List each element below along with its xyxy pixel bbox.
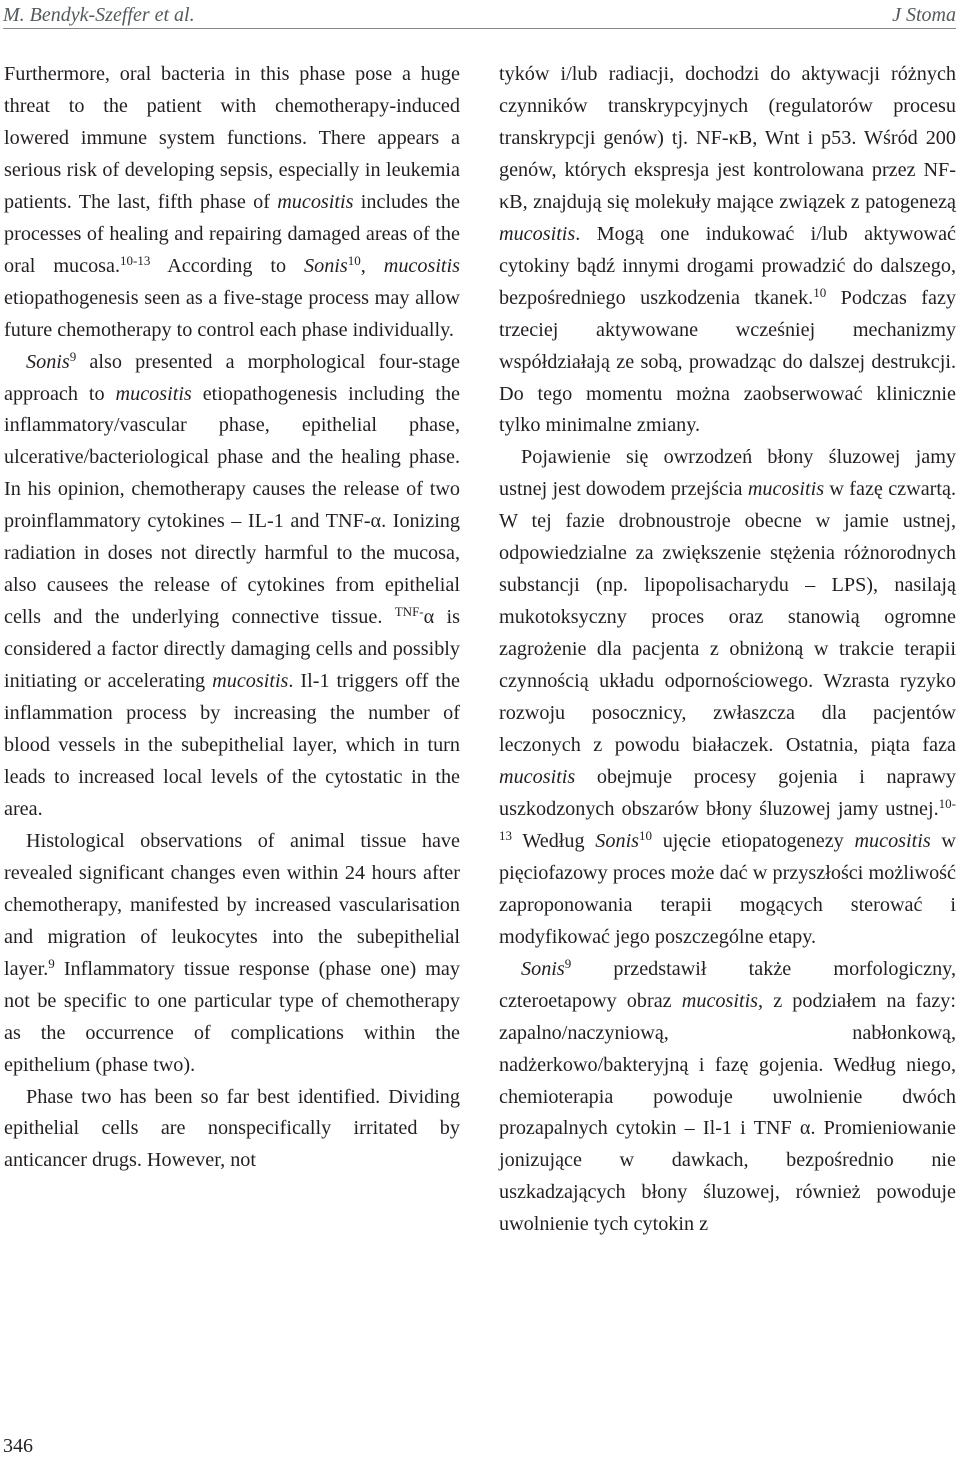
citation-superscript: 9 xyxy=(48,955,55,971)
citation-superscript: 10 xyxy=(813,284,827,300)
italic-term: mucositis xyxy=(212,670,289,693)
italic-author: Sonis xyxy=(521,957,565,980)
text-run: Według xyxy=(512,829,596,852)
citation-superscript: 10 xyxy=(639,827,653,843)
running-head-authors: M. Bendyk-Szeffer et al. xyxy=(3,4,195,26)
text-run: Podczas fazy trzeciej aktywowane wcześniej mechanizmy współdziałają ze sobą, prowadząc do dalszej destrukcji. Do tego momentu można zaobserwować klinicznie tylko minimalne zmiany. xyxy=(499,286,956,437)
text-run: . Il-1 triggers off the inflammation process by increasing the number of blood vessels in the subepithelial layer, which in turn leads to increased local levels of the cytostatic in the area. xyxy=(4,670,460,820)
italic-author: Sonis xyxy=(26,350,70,373)
italic-author: Sonis xyxy=(595,829,640,852)
text-run: , z podziałem na fazy: zapalno/naczyniową, nabłonkową, nadżerkowo/bakteryjną i fazę gojenia. Według niego, chemioterapia powoduje uwolnienie dwóch prozapalnych cytokin – Il-1 i TNF α. Promieniowanie jonizujące w dawkach, bezpośrednio nie uszkadzających błony śluzowej, również powoduje uwolnienie tych cytokin z xyxy=(499,989,956,1236)
paragraph xyxy=(4,826,460,1082)
text-run: tyków i/lub radiacji, dochodzi do aktywacji różnych czynników transkrypcyjnych (regulatorów procesu transkrypcji genów) tj. NF-κB, Wnt i p53. Wśród 200 genów, których ekspresja jest kontrolowana przez NF-κB, znajdują się molekuły mające związek z patogenezą xyxy=(499,63,956,213)
text-run: przedstawił także morfologiczny, czteroetapowy obraz xyxy=(499,957,956,1012)
italic-term: mucositis xyxy=(383,254,460,277)
paragraph xyxy=(4,1082,460,1178)
text-run: Histological observations of animal tissue have revealed significant changes even within 24 hours after chemotherapy, manifested by increased vascularisation and migration of leukocytes into the subepithelial layer. xyxy=(4,829,460,980)
text-run: includes the processes of healing and repairing damaged areas of the oral mucosa. xyxy=(4,190,460,277)
italic-term: mucositis xyxy=(681,989,759,1012)
superscript-text: TNF- xyxy=(394,604,424,620)
running-head-journal: J Stoma xyxy=(892,4,956,26)
italic-author: Sonis xyxy=(304,254,348,277)
text-run: ujęcie etiopatogenezy xyxy=(652,829,855,852)
paragraph xyxy=(4,347,460,826)
right-column xyxy=(499,59,956,1241)
text-run: Pojawienie się owrzodzeń błony śluzowej jamy ustnej jest dowodem przejścia xyxy=(499,446,956,501)
citation-superscript: 10-13 xyxy=(499,795,956,843)
left-column xyxy=(4,59,460,1177)
citation-superscript: 9 xyxy=(564,955,572,971)
text-run: w fazę czwartą. W tej fazie drobnoustroje obecne w jamie ustnej, odpowiedzialne za zwiększenie stężenia różnorodnych substancji (np. lipopolisacharydu – LPS), nasilają mukotoksyczny proces oraz stanowią ogromne zagrożenie dla pacjenta z obniżoną w trakcie terapii czynnością układu odpornościowego. Wzrasta ryzyko rozwoju posocznicy, zwłaszcza dla pacjentów leczonych z powodu białaczek. Ostatnia, piąta faza xyxy=(499,478,956,757)
text-run: Phase two has been so far best identified. Dividing epithelial cells are nonspecifically irritated by anticancer drugs. However, not xyxy=(4,1085,460,1172)
text-run: , xyxy=(360,254,384,277)
italic-term: mucositis xyxy=(747,478,825,501)
text-run: etiopathogenesis seen as a five-stage process may allow future chemotherapy to control each phase individually. xyxy=(4,286,460,341)
italic-term: mucositis xyxy=(277,190,354,213)
text-run: Inflammatory tissue response (phase one) may not be specific to one particular type of chemotherapy as the occurrence of complications within the epithelium (phase two). xyxy=(4,957,460,1076)
italic-term: mucositis xyxy=(499,222,576,245)
running-head xyxy=(3,2,956,28)
paragraph xyxy=(499,59,956,442)
text-run: w pięciofazowy proces może dać w przyszłości możliwość zaproponowania terapii mogących sterować i modyfikować jego poszczególne etapy. xyxy=(499,829,956,948)
paragraph xyxy=(499,442,956,953)
italic-term: mucositis xyxy=(854,829,931,852)
page-number: 346 xyxy=(3,1435,33,1457)
citation-superscript: 10-13 xyxy=(120,252,151,268)
text-run: also presented a morphological four-stage approach to xyxy=(4,350,460,405)
text-run: obejmuje procesy gojenia i naprawy uszkodzonych obszarów błony śluzowej jamy ustnej. xyxy=(499,765,956,820)
text-run: According to xyxy=(150,254,304,277)
text-run: . Mogą one indukować i/lub aktywować cytokiny bądź innymi drogami prowadzić do dalszego, bezpośredniego uszkodzenia tkanek. xyxy=(499,222,956,309)
italic-term: mucositis xyxy=(115,382,192,405)
header-divider xyxy=(3,28,956,29)
italic-term: mucositis xyxy=(499,765,576,788)
citation-superscript: 10 xyxy=(347,252,361,268)
text-run: α is considered a factor directly damaging cells and possibly initiating or accelerating xyxy=(4,606,460,693)
paragraph xyxy=(499,954,956,1242)
citation-superscript: 9 xyxy=(69,348,77,364)
text-run: Furthermore, oral bacteria in this phase pose a huge threat to the patient with chemotherapy-induced lowered immune system functions. There appears a serious risk of developing sepsis, especially in leukemia patients. The last, fifth phase of xyxy=(4,63,460,213)
text-run: etiopathogenesis including the inflammatory/vascular phase, epithelial phase, ulcerative/bacteriological phase and the healing phase. In his opinion, chemotherapy causes the release of two proinflammatory cytokines – IL-1 and TNF-α. Ionizing radiation in doses not directly harmful to the mucosa, also causees the release of cytokines from epithelial cells and the underlying connective tissue. xyxy=(4,382,460,629)
paragraph xyxy=(4,59,460,347)
